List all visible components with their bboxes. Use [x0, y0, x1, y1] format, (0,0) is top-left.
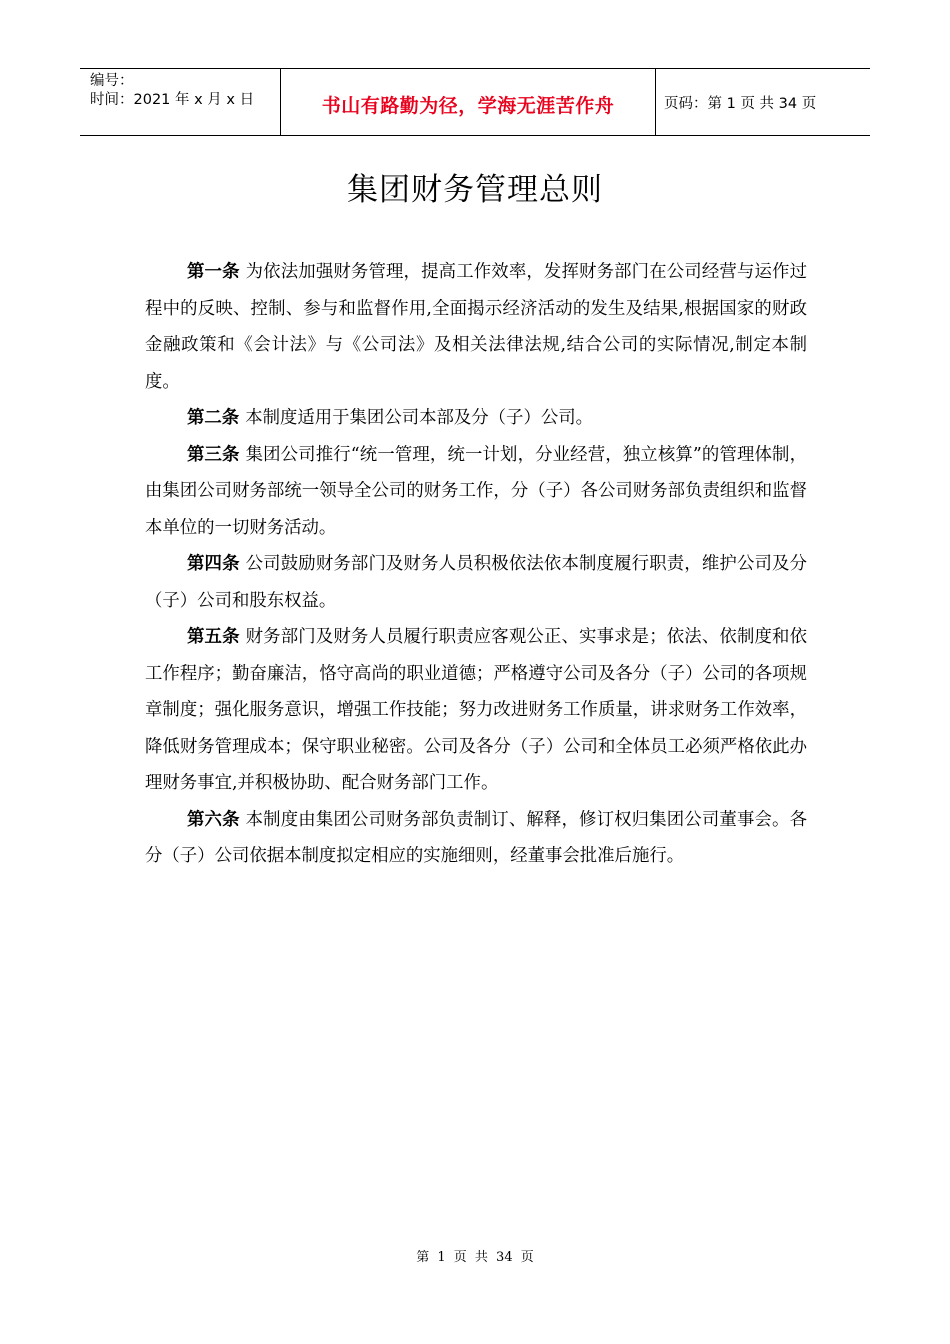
article-4: [145, 546, 807, 619]
article-number: 第二条: [187, 408, 240, 428]
article-2: [145, 400, 807, 437]
article-text: 为依法加强财务管理，提高工作效率，发挥财务部门在公司经营与运作过程中的反映、控制、参与和监督作用,全面揭示经济活动的发生及结果,根据国家的财政金融政策和《会计法》与《公司法》及相关法律法规,结合公司的实际情况,制定本制度。: [145, 262, 807, 392]
date-label: 时间：2021 年 x 月 x 日: [90, 92, 255, 108]
page-footer: 第 1 页 共 34 页: [416, 1250, 534, 1265]
motto-text: 书山有路勤为径，学海无涯苦作舟: [321, 94, 615, 117]
article-text: 集团公司推行“统一管理，统一计划，分业经营，独立核算”的管理体制，由集团公司财务部统一领导全公司的财务工作，分（子）各公司财务部负责组织和监督本单位的一切财务活动。: [145, 444, 807, 538]
header-motto-cell: [281, 69, 656, 135]
article-6: [145, 802, 807, 875]
article-1: [145, 254, 807, 400]
article-number: 第五条: [187, 627, 240, 647]
article-5: [145, 619, 807, 802]
article-text: 公司鼓励财务部门及财务人员积极依法依本制度履行职责，维护公司及分（子）公司和股东权益。: [145, 554, 807, 611]
article-number: 第六条: [187, 809, 240, 830]
article-text: 本制度由集团公司财务部负责制订、解释，修订权归集团公司董事会。各分（子）公司依据本制度拟定相应的实施细则，经董事会批准后施行。: [145, 809, 807, 866]
article-number: 第一条: [187, 262, 240, 282]
page-title: 集团财务管理总则: [347, 172, 603, 208]
header-meta-cell: [80, 69, 281, 135]
article-3: [145, 437, 807, 547]
header-page-cell: [656, 69, 870, 135]
document-body: [145, 254, 807, 875]
article-text: 本制度适用于集团公司本部及分（子）公司。: [245, 408, 594, 428]
page-info: 页码：第 1 页 共 34 页: [664, 95, 817, 112]
number-label: 编号：: [90, 73, 134, 89]
article-number: 第四条: [187, 554, 240, 574]
article-number: 第三条: [187, 444, 240, 465]
document-header: [80, 68, 870, 136]
article-text: 财务部门及财务人员履行职责应客观公正、实事求是；依法、依制度和依工作程序；勤奋廉洁，恪守高尚的职业道德；严格遵守公司及各分（子）公司的各项规章制度；强化服务意识，增强工作技能；努力改进财务工作质量，讲求财务工作效率，降低财务管理成本；保守职业秘密。公司及各分（子）公司和全体员工必须严格依此办理财务事宜,并积极协助、配合财务部门工作。: [145, 627, 807, 793]
